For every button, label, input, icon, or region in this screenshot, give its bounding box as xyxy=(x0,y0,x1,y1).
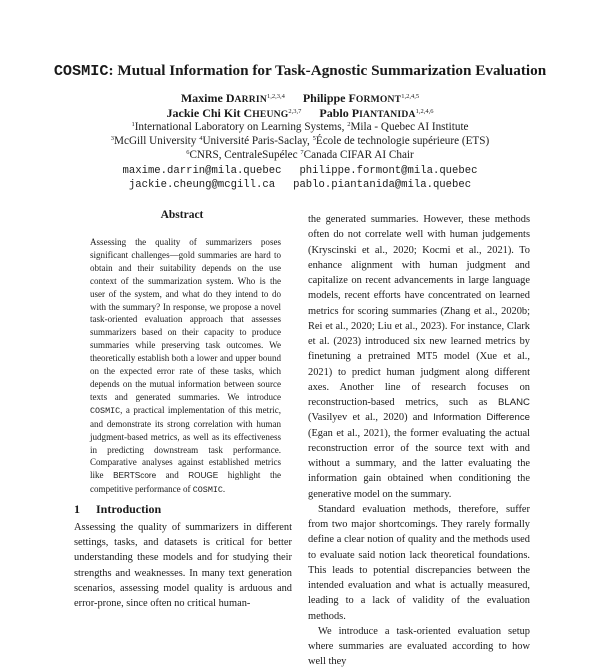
author-name: Jackie Chi Kit CHEUNG$^{2,3,7}$ xyxy=(166,106,302,120)
paragraph: the generated summaries. However, these methods often do not correlate well with human judgements (Kryscinski et al., 2020; Kocmi et al., 2021). To enhance alignment with human judgment and capitalize on recent advancements in large language models, recent efforts have concentrated on learned metrics for scoring summaries (Zhang et al., 2020b; Rei et al., 2020; Liu et al., 2023). For instance, Clark et al. (2023) introduced six new learned metrics by finetuning a pretrained MT5 model (Xue et al., 2021) to predict human judgment along different axes. Another line of research focuses on reconstruction-based metrics, such as BLANC (Vasilyev et al., 2020) and Information Difference (Egan et al., 2021), the former evaluating the actual reconstruction error of the source text with and without a summary, and the latter evaluating the information gain obtained when conditioning the generative model on the summary. xyxy=(308,214,530,500)
email-address[interactable]: maxime.darrin@mila.quebec xyxy=(122,165,282,177)
email-address[interactable]: jackie.cheung@mcgill.ca xyxy=(128,179,276,191)
paragraph: We introduce a task-oriented evaluation setup where summaries are evaluated according to how well they xyxy=(308,625,530,668)
introduction-body: Assessing the quality of summarizers in different settings, tasks, and datasets is critical for better understanding these models and for studying their strengths and weaknesses. In many text generation scenarios, assessing model quality is arduous and error-prone, since often no critical human- xyxy=(74,522,292,610)
affiliation-line-2: $^3$McGill University $^4$Université Paris-Saclay, $^5$École de technologie supérieure (ETS) xyxy=(110,135,490,147)
paper-title xyxy=(0,62,600,80)
email-line-2 xyxy=(0,179,600,191)
section-heading-introduction: 1 Introduction xyxy=(74,502,162,516)
author-name: Pablo PIANTANIDA$^{1,2,4,6}$ xyxy=(319,106,434,120)
email-address[interactable]: pablo.piantanida@mila.quebec xyxy=(293,179,472,191)
email-address[interactable]: philippe.formont@mila.quebec xyxy=(299,165,478,177)
right-column-body xyxy=(308,212,530,670)
title-cosmic: COSMIC xyxy=(53,62,109,80)
abstract-body: Assessing the quality of summarizers poses significant challenges—gold summaries are hard to obtain and their suitability depends on the use context of the summarization system. Who is the user of the system, and what do they intend to do with the summary? In response, we propose a novel task-oriented evaluation approach that assesses summarizers based on their capacity to produce summaries while preserving task outcomes. We theoretically establish both a lower and upper bound on the expected error rate of these tasks, which depends on the mutual information between source texts and generated summaries. We introduce COSMIC, a practical implementation of this metric, and demonstrate its strong correlation with human judgment-based metrics, as well as its effectiveness in predicting downstream task performance. Comparative analyses against established metrics like BERTScore and ROUGE highlight the competitive performance of COSMIC. xyxy=(90,237,282,496)
author-name: Philippe FORMONT$^{1,2,4,5}$ xyxy=(302,91,420,105)
author-name: Maxime DARRIN$^{1,2,3,4}$ xyxy=(180,91,285,105)
title-rest: : Mutual Information for Task-Agnostic Summarization Evaluation xyxy=(108,62,547,79)
abstract-heading: Abstract xyxy=(160,209,204,221)
author-line-2 xyxy=(0,106,600,121)
affiliation-line-1: $^1$International Laboratory on Learning Systems, $^2$Mila - Quebec AI Institute xyxy=(131,121,469,133)
paragraph: Standard evaluation methods, therefore, suffer from two major shortcomings. They rarely formally define a clear notion of quality and the methods used to evaluate said notion lack theoretical foundations. This leads to potential discrepancies between the intended evaluation and what is actually measured, leading to a lack of validity of the evaluation methods. xyxy=(308,503,530,622)
author-line-1 xyxy=(0,91,600,106)
email-line-1 xyxy=(0,165,600,177)
affiliation-line-3: $^6$CNRS, CentraleSupélec $^7$Canada CIFAR AI Chair xyxy=(186,149,414,161)
